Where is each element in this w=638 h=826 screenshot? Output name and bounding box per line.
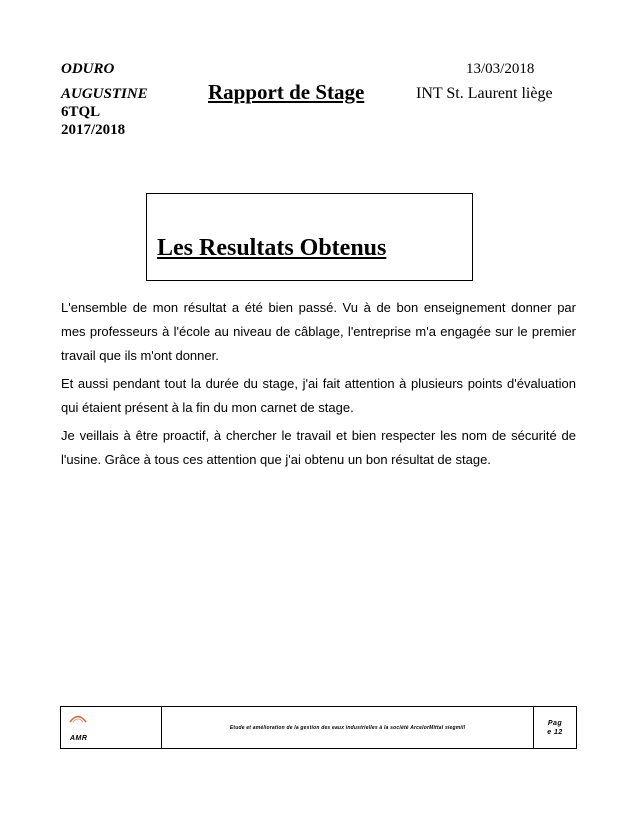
body-paragraph: L'ensemble de mon résultat a été bien passé. Vu à de bon enseignement donner par mes professeurs à l'école au niveau de câblage, l'entreprise m'a engagée sur le premier travail que ils m'ont donner. [61,300,576,363]
page-footer [60,706,577,749]
footer-logo-label: AMR [70,735,88,742]
section-title-box [146,193,473,281]
arcelormittal-logo-icon [69,713,87,723]
footer-logo-cell [61,707,162,748]
report-date: 13/03/2018 [466,61,535,77]
footer-description-cell [162,707,534,748]
footer-page-line1: Pag [547,719,563,727]
footer-page-line2: e 12 [547,728,563,736]
class-label: 6TQL [61,104,101,120]
footer-page-cell [534,707,576,748]
author-last-name: AUGUSTINE [61,86,148,102]
section-title: Les Resultats Obtenus [157,235,387,261]
school-name: INT St. Laurent liège [416,85,553,102]
body-paragraph: Et aussi pendant tout la durée du stage, j'ai fait attention à plusieurs points d'évaluation qui étaient présent à la fin du mon carnet de stage. [61,376,576,415]
author-first-name: ODURO [61,61,115,77]
footer-description: Etude et amélioration de la gestion des eaux industrielles à la société ArcelorMittal siegmill [229,724,466,731]
report-title: Rapport de Stage [208,80,365,104]
school-year: 2017/2018 [61,122,126,138]
body-paragraph: Je veillais à être proactif, à chercher le travail et bien respecter les nom de sécurité de l'usine. Grâce à tous ces attention que j'ai obtenu un bon résultat de stage. [61,428,576,467]
